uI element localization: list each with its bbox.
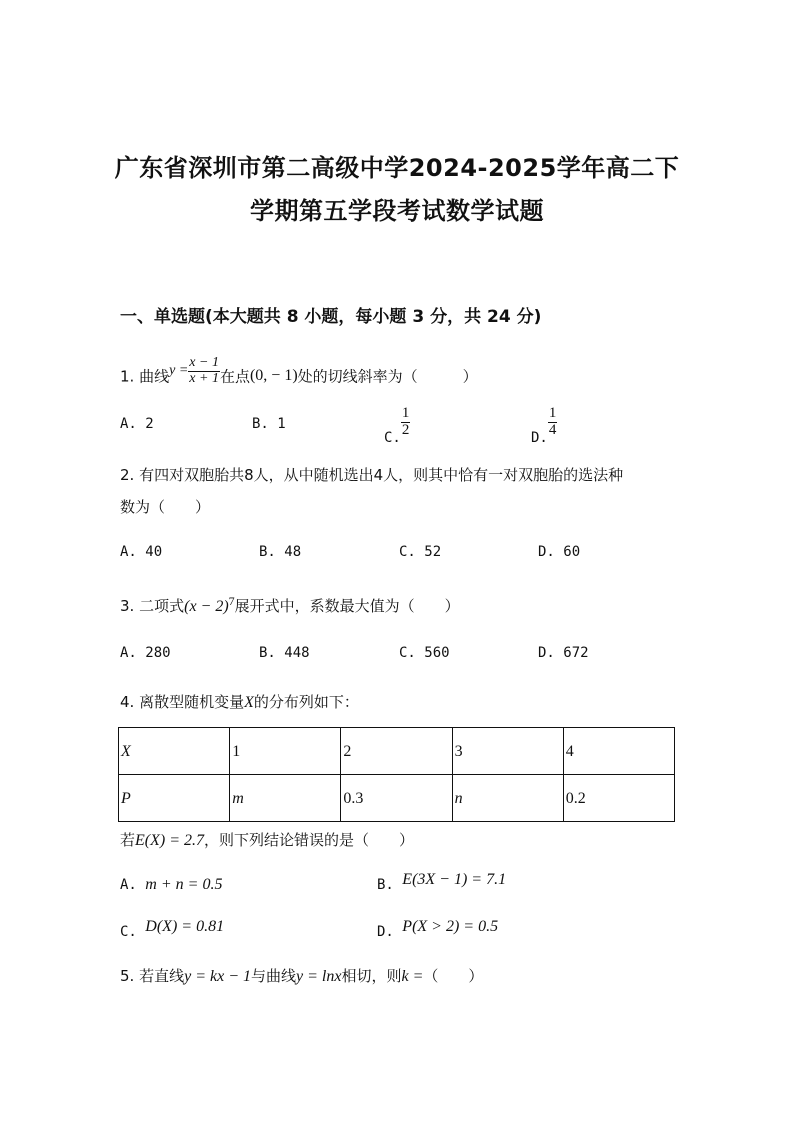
option-c [384,405,410,447]
option-d [531,405,557,447]
question-text: （ ） [423,967,484,985]
question-text: 的分布列如下： [253,693,359,711]
option-label: D. [377,924,394,940]
table-cell: m [230,775,341,822]
option-b: B. 48 [259,544,302,560]
question-text: 5. 若直线 [120,967,185,985]
distribution-table [118,727,675,822]
fraction-numerator: x − 1 [189,355,219,370]
math-expression: y = lnx [296,968,342,985]
math-expression: E(3X − 1) = 7.1 [402,871,507,888]
fraction-denominator: 2 [401,421,410,438]
option-label: D. [531,430,548,447]
question-text: 4. 离散型随机变量 [120,693,245,711]
fraction-denominator: 4 [548,421,557,438]
option-a [120,876,222,894]
option-c: C. 560 [399,645,450,661]
table-cell: X [119,728,230,775]
math-expression: m + n = 0.5 [145,876,223,893]
question-text: ，则下列结论错误的是（ ） [204,831,415,849]
option-b [377,871,507,893]
option-d: D. 672 [538,645,589,661]
option-c [120,918,225,940]
question-4-condition [120,829,414,850]
math-expression: y = kx − 1 [184,968,251,985]
option-label: C. [384,430,401,447]
question-text: 若 [120,831,136,849]
option-label: A. [120,877,137,893]
math-expression: D(X) = 0.81 [145,918,225,935]
fraction-numerator: 1 [401,405,410,421]
question-1 [120,355,478,392]
option-c: C. 52 [399,544,442,560]
question-5 [120,965,483,986]
question-text: 处的切线斜率为（ ） [297,367,478,386]
option-d: D. 60 [538,544,581,560]
option-a: A. 2 [120,416,154,432]
math-expression: k = [401,968,424,985]
table-cell: 0.3 [341,775,452,822]
option-b: B. 1 [252,416,286,432]
question-text: 二项式 [139,597,185,615]
table-cell: n [452,775,563,822]
question-number: 1. [120,367,135,386]
question-text: 与曲线 [251,967,297,985]
table-cell: 4 [563,728,674,775]
math-exponent: 7 [228,594,235,608]
question-2-line2: 数为（ ） [120,498,211,516]
section-header: 一、单选题(本大题共 8 小题，每小题 3 分，共 24 分) [120,307,542,327]
question-text: 相切，则 [341,967,402,985]
question-text: 在点 [219,367,250,386]
table-cell: 0.2 [563,775,674,822]
question-text: 展开式中，系数最大值为（ ） [234,597,460,615]
table-cell: 3 [452,728,563,775]
document-title-line1: 广东省深圳市第二高级中学2024-2025学年高二下 [114,154,680,182]
table-row [119,775,675,822]
math-expression: P(X > 2) = 0.5 [402,918,499,935]
table-cell: P [119,775,230,822]
option-label: C. [120,924,137,940]
fraction [548,406,558,439]
option-a: A. 280 [120,645,171,661]
option-label: B. [377,877,394,893]
fraction [188,356,220,386]
math-point: (0, − 1) [249,366,298,384]
math-expression: (x − 2) [184,598,229,615]
math-expression: E(X) = 2.7 [135,832,205,849]
fraction [401,406,411,439]
option-d [377,918,499,940]
document-title-line2: 学期第五学段考试数学试题 [250,197,544,225]
table-row [119,728,675,775]
question-text: 曲线 [139,367,170,386]
fraction-numerator: 1 [548,405,557,421]
math-y-equals: y = [169,362,189,378]
question-number: 3. [120,597,135,615]
fraction-denominator: x + 1 [189,370,219,386]
option-b: B. 448 [259,645,310,661]
question-3 [120,594,460,616]
question-4 [120,691,359,712]
table-cell: 2 [341,728,452,775]
option-a: A. 40 [120,544,163,560]
question-2-line1: 2. 有四对双胞胎共8人，从中随机选出4人，则其中恰有一对双胞胎的选法种 [120,466,624,484]
math-variable: X [244,694,254,711]
table-cell: 1 [230,728,341,775]
